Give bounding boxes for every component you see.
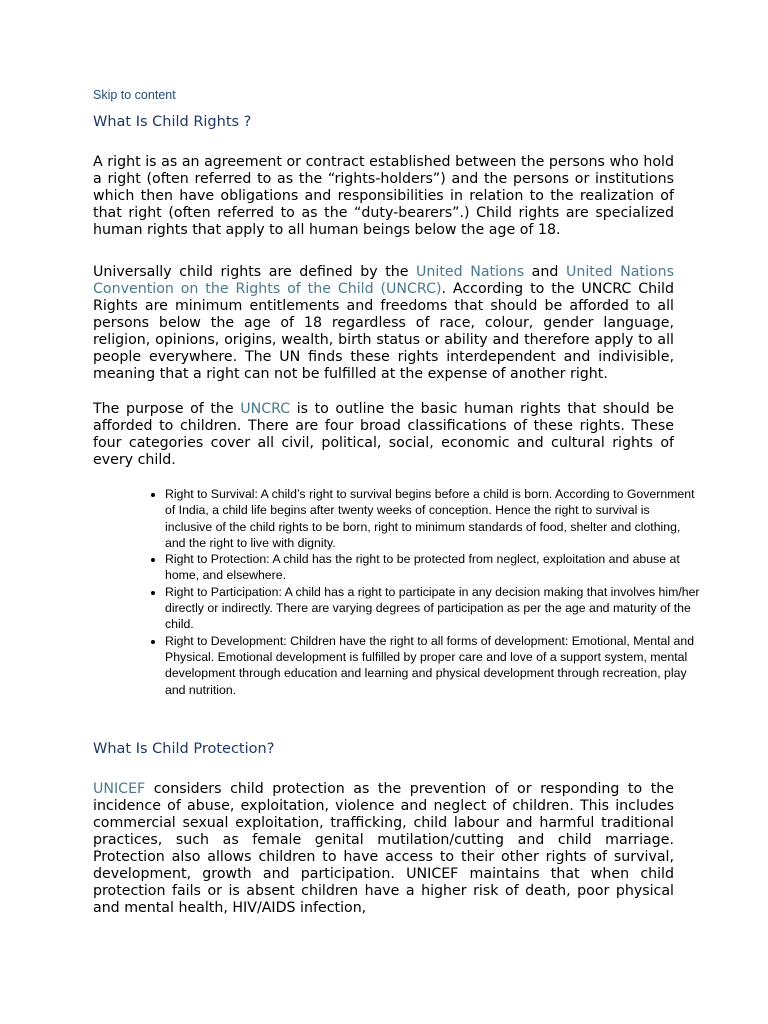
list-item-right-to-protection: • Right to Protection: A child has the right to be protected from neglect, exploitation and abuse at home, and elsewhere. [165,551,700,584]
link-uncrc[interactable]: UNCRC [240,401,291,417]
list-item-right-to-survival: • Right to Survival: A child’s right to survival begins before a child is born. According to Government of India, a child life begins after twenty weeks of conception. Hence the right to survival is inclusive of the child rights to be born, right to minimum standards of food, shelter and clothing, and the right to live with dignity. [165,486,700,551]
text-segment: considers child protection as the prevention of or responding to the incidence of abuse, exploitation, violence and neglect of children. This includes commercial sexual exploitation, trafficking, child labour and harmful traditional practices, such as female genital mutilation/cutting and child marriage. Protection also allows children to have access to their other rights of survival, development, growth and participation. UNICEF maintains that when child protection fails or is absent children have a higher risk of death, poor physical and mental health, HIV/AIDS infection, [93,781,674,916]
text-segment: . According to the UNCRC Child Rights are minimum entitlements and freedoms that should be afforded to all persons below the age of 18 regardless of race, colour, gender language, religion, opinions, origins, wealth, birth status or ability and therefore apply to all people everywhere. The UN finds these rights interdependent and indivisible, meaning that a right can not be fulfilled at the expense of another right. [93,281,674,382]
text-segment: The purpose of the [93,401,241,417]
text-segment: and [524,264,566,280]
list-item-right-to-development: • Right to Development: Children have the right to all forms of development: Emotional, Mental and Physical. Emotional development is fulfilled by proper care and love of a support system, mental development through education and learning and physical development through recreation, play and nutrition. [165,633,700,698]
heading-child-protection: What Is Child Protection? [93,741,275,757]
list-item-right-to-participation: • Right to Participation: A child has a right to participate in any decision making that involves him/her directly or indirectly. There are varying degrees of participation as per the age and maturity of the child. [165,584,700,633]
link-unicef[interactable]: UNICEF [93,781,146,797]
rights-list [140,486,700,698]
skip-to-content-link[interactable]: Skip to content [93,88,176,102]
text-segment: Universally child rights are defined by the [93,264,417,280]
link-united-nations[interactable]: United Nations [416,264,525,280]
heading-child-rights: What Is Child Rights ? [93,114,252,130]
paragraph-child-protection [93,781,674,917]
paragraph-right-definition: A right is as an agreement or contract established between the persons who hold a right (often referred to as the “rights-holders”) and the persons or institutions which then have obligations and responsibilities in relation to the realization of that right (often referred to as the “duty-bearers”.) Child rights are specialized human rights that apply to all human beings below the age of 18. [93,154,674,238]
link-uncrc-full[interactable]: United Nations Convention on the Rights of the Child (UNCRC) [93,264,674,297]
paragraph-uncrc-purpose [93,401,674,469]
text-segment: is to outline the basic human rights that should be afforded to children. There are four broad classifications of these rights. These four categories cover all civil, political, social, economic and cultural rights of every child. [93,401,674,468]
paragraph-universal-rights [93,264,674,383]
